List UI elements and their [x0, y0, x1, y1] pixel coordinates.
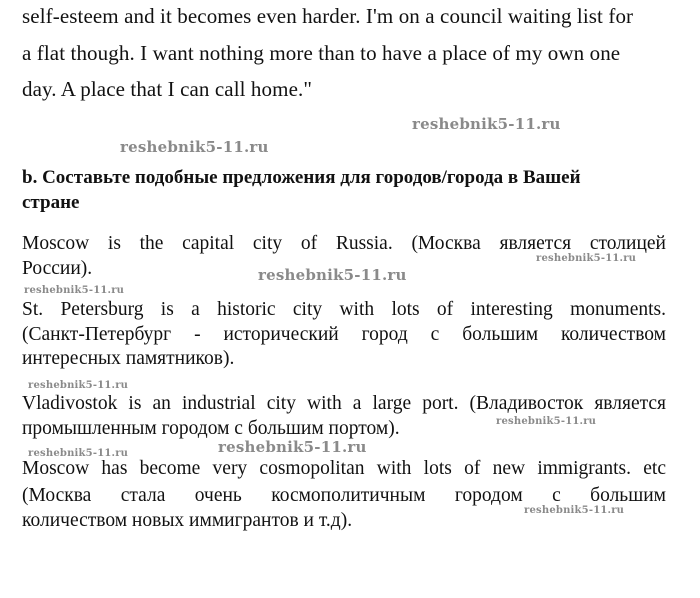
watermark: reshebnik5-11.ru: [120, 138, 269, 156]
quote-line-1: self-esteem and it becomes even harder. I'm on a council waiting list for: [22, 4, 634, 28]
section-heading-line-2: стране: [22, 192, 80, 213]
watermark: reshebnik5-11.ru: [218, 438, 367, 456]
sentence-3-line-2: промышленным городом с большим портом).: [22, 418, 400, 439]
sentence-1-line-2: России).: [22, 258, 93, 279]
quote-line-3: day. A place that I can call home.": [22, 77, 313, 101]
watermark: reshebnik5-11.ru: [28, 448, 129, 459]
sentence-1-line-1: Moscow is the capital city of Russia. (Москва является столицей: [22, 233, 666, 254]
sentence-4-line-2: (Москва стала очень космополитичным городом с большим: [22, 485, 666, 506]
section-heading-line-1: b. Составьте подобные предложения для городов/города в Вашей: [22, 167, 581, 188]
sentence-4-line-1: Moscow has become very cosmopolitan with lots of new immigrants. etc: [22, 458, 666, 479]
quote-line-2: a flat though. I want nothing more than to have a place of my own one: [22, 41, 621, 65]
watermark: reshebnik5-11.ru: [24, 285, 125, 296]
sentence-2-line-2: (Санкт-Петербург - исторический город с большим количеством: [22, 324, 666, 345]
sentence-3-line-1: Vladivostok is an industrial city with a large port. (Владивосток является: [22, 393, 666, 414]
watermark: reshebnik5-11.ru: [536, 253, 637, 264]
sentence-2-line-1: St. Petersburg is a historic city with lots of interesting monuments.: [22, 299, 666, 320]
watermark: reshebnik5-11.ru: [496, 416, 597, 427]
sentence-4-line-3: количеством новых иммигрантов и т.д).: [22, 510, 353, 531]
watermark: reshebnik5-11.ru: [524, 505, 625, 516]
sentence-2-line-3: интересных памятников).: [22, 348, 235, 369]
watermark: reshebnik5-11.ru: [412, 115, 561, 133]
watermark: reshebnik5-11.ru: [28, 380, 129, 391]
watermark: reshebnik5-11.ru: [258, 266, 407, 284]
